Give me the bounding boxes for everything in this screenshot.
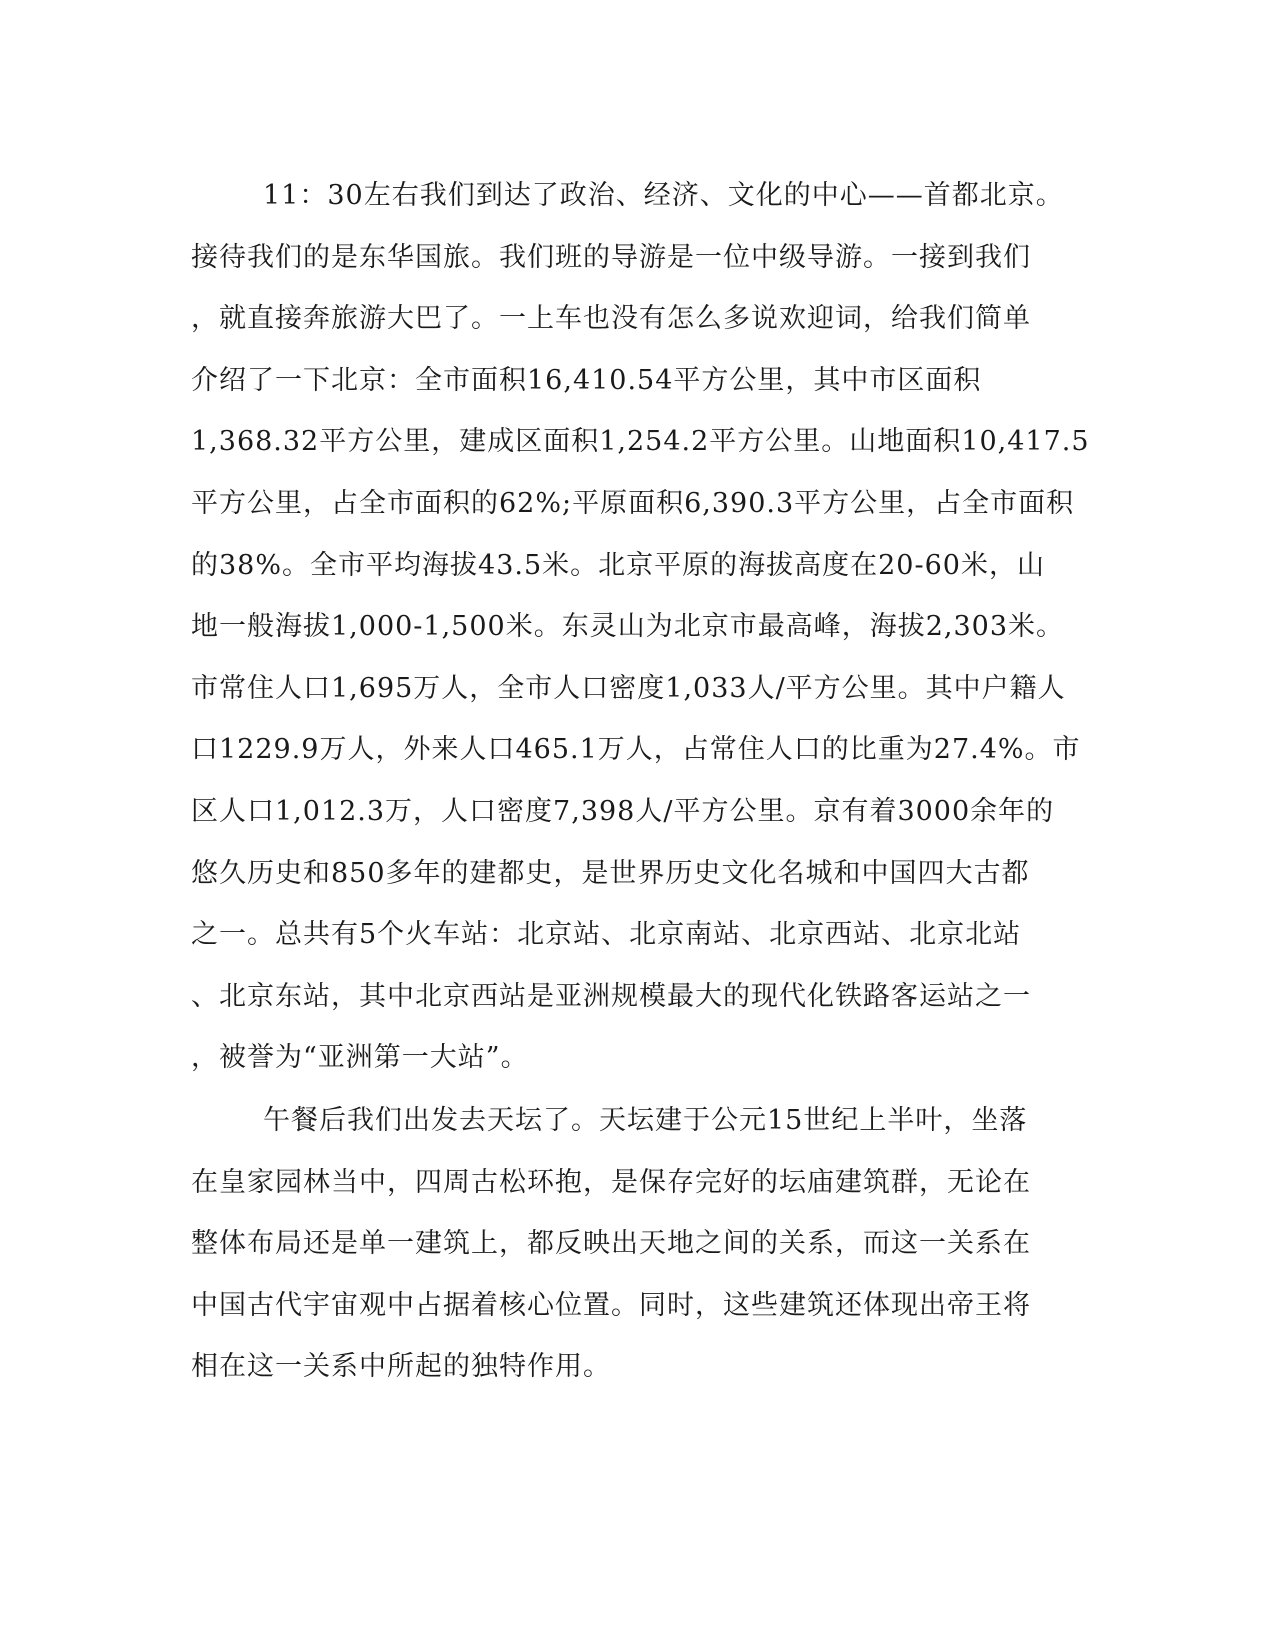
text-line: 在皇家园林当中，四周古松环抱，是保存完好的坛庙建筑群，无论在 (191, 1166, 1031, 1198)
text-line: 相在这一关系中所起的独特作用。 (191, 1351, 611, 1383)
paragraph-beijing-arrival (191, 165, 1091, 1089)
text-line: 区人口1,012.3万，人口密度7,398人/平方公里。京有着3000余年的 (191, 795, 1055, 827)
paragraph-temple-of-heaven (191, 1090, 1091, 1398)
text-line: 市常住人口1,695万人，全市人口密度1,033人/平方公里。其中户籍人 (191, 672, 1066, 704)
text-line: 中国古代宇宙观中占据着核心位置。同时，这些建筑还体现出帝王将 (191, 1289, 1031, 1321)
text-line: 的38%。全市平均海拔43.5米。北京平原的海拔高度在20-60米，山 (191, 549, 1045, 581)
text-line: 之一。总共有5个火车站：北京站、北京南站、北京西站、北京北站 (191, 919, 1022, 951)
text-line: 午餐后我们出发去天坛了。天坛建于公元15世纪上半叶，坐落 (263, 1105, 1028, 1136)
text-line: 接待我们的是东华国旅。我们班的导游是一位中级导游。一接到我们 (191, 241, 1031, 273)
text-line: 平方公里，占全市面积的62%;平原面积6,390.3平方公里，占全市面积 (191, 487, 1075, 519)
text-line: ，就直接奔旅游大巴了。一上车也没有怎么多说欢迎词，给我们简单 (191, 303, 1031, 335)
text-line: 悠久历史和850多年的建都史，是世界历史文化名城和中国四大古都 (191, 857, 1030, 889)
text-line: ，被誉为“亚洲第一大站”。 (191, 1042, 529, 1074)
text-line: 1,368.32平方公里，建成区面积1,254.2平方公里。山地面积10,417.5 (191, 426, 1090, 458)
text-line: 口1229.9万人，外来人口465.1万人，占常住人口的比重为27.4%。市 (191, 734, 1081, 766)
text-line: 整体布局还是单一建筑上，都反映出天地之间的关系，而这一关系在 (191, 1228, 1031, 1260)
text-line: 介绍了一下北京：全市面积16,410.54平方公里，其中市区面积 (191, 364, 982, 396)
text-line: 11：30左右我们到达了政治、经济、文化的中心——首都北京。 (263, 180, 1064, 211)
text-line: 地一般海拔1,000-1,500米。东灵山为北京市最高峰，海拔2,303米。 (191, 611, 1065, 643)
text-line: 、北京东站，其中北京西站是亚洲规模最大的现代化铁路客运站之一 (191, 980, 1031, 1012)
